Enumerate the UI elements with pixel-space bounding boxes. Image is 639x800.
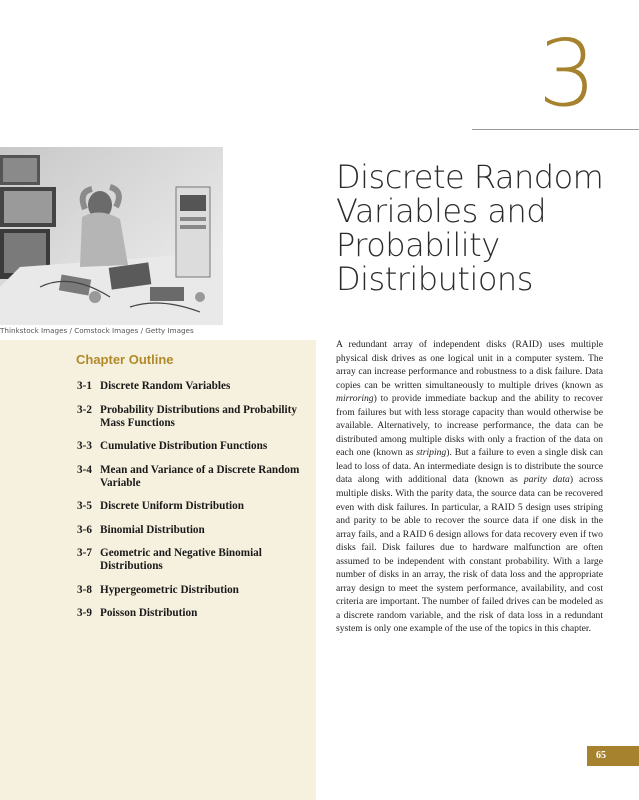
outline-item xyxy=(77,404,312,430)
outline-item xyxy=(77,524,312,537)
outline-item-number: 3-5 xyxy=(77,500,92,512)
page-number-tab xyxy=(587,746,639,766)
outline-item-number: 3-7 xyxy=(77,547,92,559)
photo-illustration xyxy=(0,147,223,325)
term-parity-data: parity data xyxy=(523,474,570,486)
outline-item-title: Discrete Random Variables xyxy=(100,380,231,392)
chapter-title: Discrete Random Variables and Probability Distributions xyxy=(336,158,604,298)
outline-item-number: 3-2 xyxy=(77,403,92,416)
intro-text-4: ) across multiple disks. With the parity data, the source data can be recovered even with disk failures. In particular, a RAID 5 design uses striping and parity to be able to recover the source data if one disk in the array fails, and a RAID 6 design allows for data recovery even if two disks fail. Disk failures due to hardware malfunction are often assumed to be independent with constant probability. With a large number of disks in an array, the risk of data loss and the appropriate array design to meet the system performance, availability, and cost criteria are important. The number of failed drives can be modeled as a discrete random variable, and the risk of data loss in a redundant system is only one example of the use of the topics in this chapter. xyxy=(336,474,603,635)
outline-item-number: 3-3 xyxy=(77,440,92,452)
outline-item-number: 3-8 xyxy=(77,583,92,596)
chapter-photo xyxy=(0,147,223,325)
chapter-outline-list xyxy=(77,380,312,631)
outline-item-title: Probability Distributions and Probability Mass Functions xyxy=(100,403,297,429)
outline-item-title: Binomial Distribution xyxy=(100,523,205,536)
term-mirroring: mirroring xyxy=(336,393,374,405)
outline-item-title: Mean and Variance of a Discrete Random Variable xyxy=(100,463,300,489)
chapter-number: 3 xyxy=(538,20,597,127)
intro-text-2: ) to provide immediate backup and the ability to recover from failures but with less storage capacity than would otherwise be available. Alternatively, to increase performance, the data can be distributed among multiple disks with only a fraction of the data on each one (known as xyxy=(336,393,603,459)
term-striping: striping xyxy=(416,447,447,459)
outline-item xyxy=(77,607,312,620)
outline-item-number: 3-9 xyxy=(77,607,92,619)
page-number: 65 xyxy=(596,750,606,761)
outline-item-title: Cumulative Distribution Functions xyxy=(100,440,268,452)
outline-item-number: 3-6 xyxy=(77,523,92,536)
intro-paragraph xyxy=(336,338,603,636)
photo-credit: Thinkstock Images / Comstock Images / Getty Images xyxy=(0,326,194,335)
intro-text-3: ). But a failure to even a single disk can lead to loss of data. An intermediate design is to distribute the source data along with additional data (known as xyxy=(336,447,603,486)
chapter-outline-heading: Chapter Outline xyxy=(76,352,174,367)
outline-item xyxy=(77,380,312,393)
outline-item-title: Discrete Uniform Distribution xyxy=(100,500,244,512)
outline-item xyxy=(77,464,312,490)
outline-item xyxy=(77,440,312,453)
intro-text-1: A redundant array of independent disks (RAID) uses multiple physical disk drives as one logical unit in a computer system. The array can increase performance and robustness to a disk failure. Data copies can be written simultaneously to multiple drives (known as xyxy=(336,339,603,391)
outline-item-title: Geometric and Negative Binomial Distributions xyxy=(100,547,262,572)
outline-item xyxy=(77,547,312,573)
outline-item-number: 3-4 xyxy=(77,463,92,476)
outline-item xyxy=(77,584,312,597)
outline-item xyxy=(77,500,312,513)
outline-item-title: Hypergeometric Distribution xyxy=(100,583,239,596)
title-rule xyxy=(472,129,639,130)
outline-item-number: 3-1 xyxy=(77,380,92,392)
outline-item-title: Poisson Distribution xyxy=(100,607,198,619)
